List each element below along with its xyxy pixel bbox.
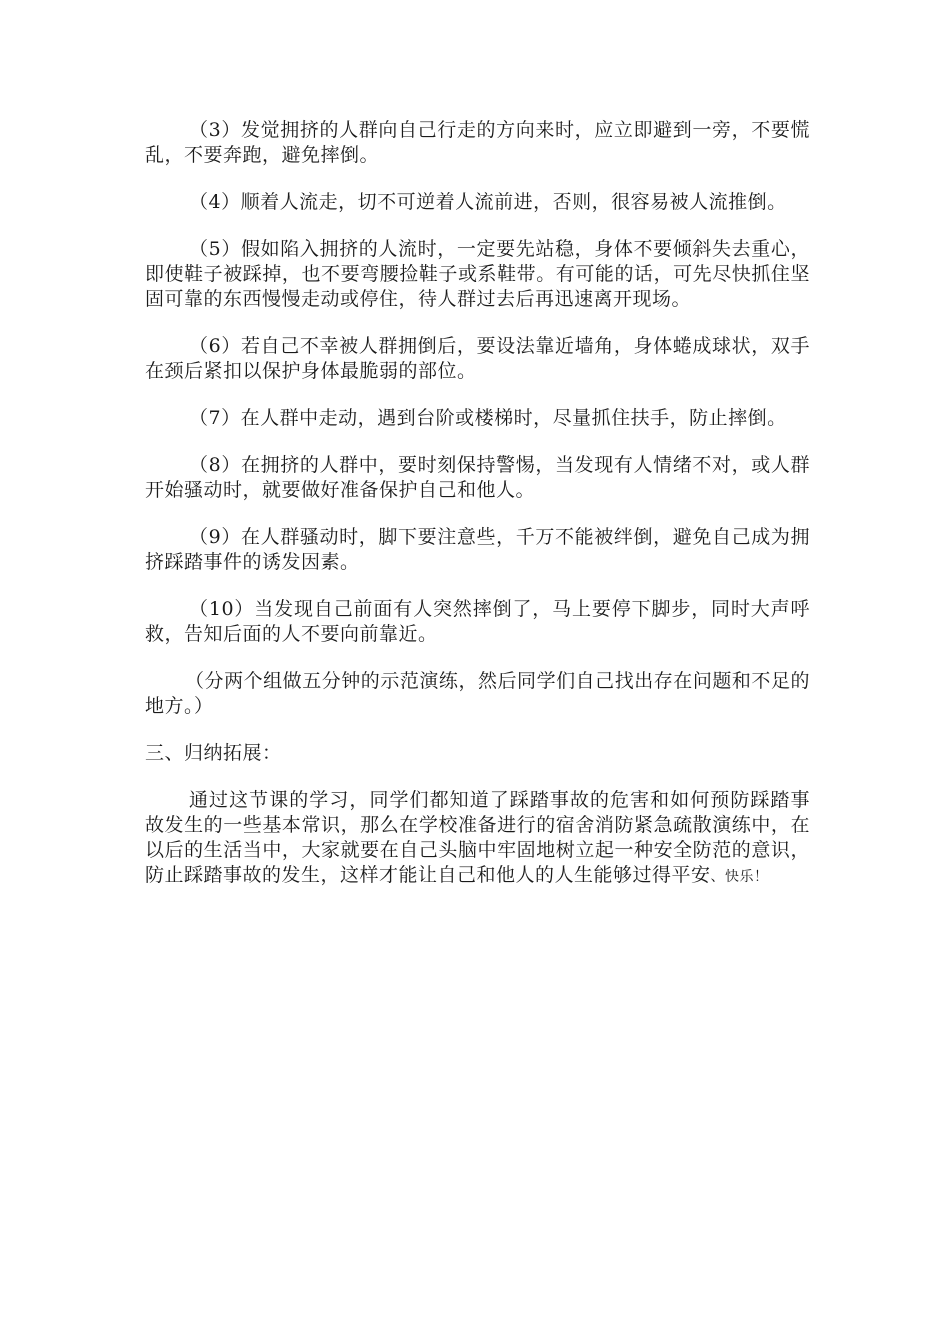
safety-tip-5: （5）假如陷入拥挤的人流时，一定要先站稳，身体不要倾斜失去重心，即使鞋子被踩掉，也不要弯腰捡鞋子或系鞋带。有可能的话，可先尽快抓住坚固可靠的东西慢慢走动或停住，待人群过去后再迅速离开现场。	[145, 238, 810, 310]
section-heading: 三、归纳拓展：	[145, 742, 282, 764]
summary-paragraph	[145, 788, 810, 890]
document-body	[145, 118, 810, 912]
summary-main-text: 通过这节课的学习，同学们都知道了踩踏事故的危害和如何预防踩踏事故发生的一些基本常识，那么在学校准备进行的宿舍消防紧急疏散演练中，在以后的生活当中，大家就要在自己头脑中牢固地树立起一种安全防范的意识，防止踩踏事故的发生，这样才能让自己和他人的人生能够过得平安	[145, 789, 810, 886]
safety-tip-9: （9）在人群骚动时，脚下要注意些，千万不能被绊倒，避免自己成为拥挤踩踏事件的诱发因素。	[145, 526, 810, 573]
demonstration-note: （分两个组做五分钟的示范演练，然后同学们自己找出存在问题和不足的地方。）	[145, 670, 810, 717]
safety-tip-7: （7）在人群中走动，遇到台阶或楼梯时，尽量抓住扶手，防止摔倒。	[189, 407, 787, 429]
safety-tip-8: （8）在拥挤的人群中，要时刻保持警惕，当发现有人情绪不对，或人群开始骚动时，就要做好准备保护自己和他人。	[145, 454, 810, 501]
safety-tip-4: （4）顺着人流走，切不可逆着人流前进，否则，很容易被人流推倒。	[189, 191, 787, 213]
safety-tip-3: （3）发觉拥挤的人群向自己行走的方向来时，应立即避到一旁，不要慌乱，不要奔跑，避免摔倒。	[145, 119, 810, 166]
safety-tip-6: （6）若自己不幸被人群拥倒后，要设法靠近墙角，身体蜷成球状，双手在颈后紧扣以保护身体最脆弱的部位。	[145, 335, 810, 382]
safety-tip-10: （10）当发现自己前面有人突然摔倒了，马上要停下脚步，同时大声呼救，告知后面的人不要向前靠近。	[145, 598, 810, 645]
summary-tail-text: 、快乐！	[710, 869, 769, 885]
